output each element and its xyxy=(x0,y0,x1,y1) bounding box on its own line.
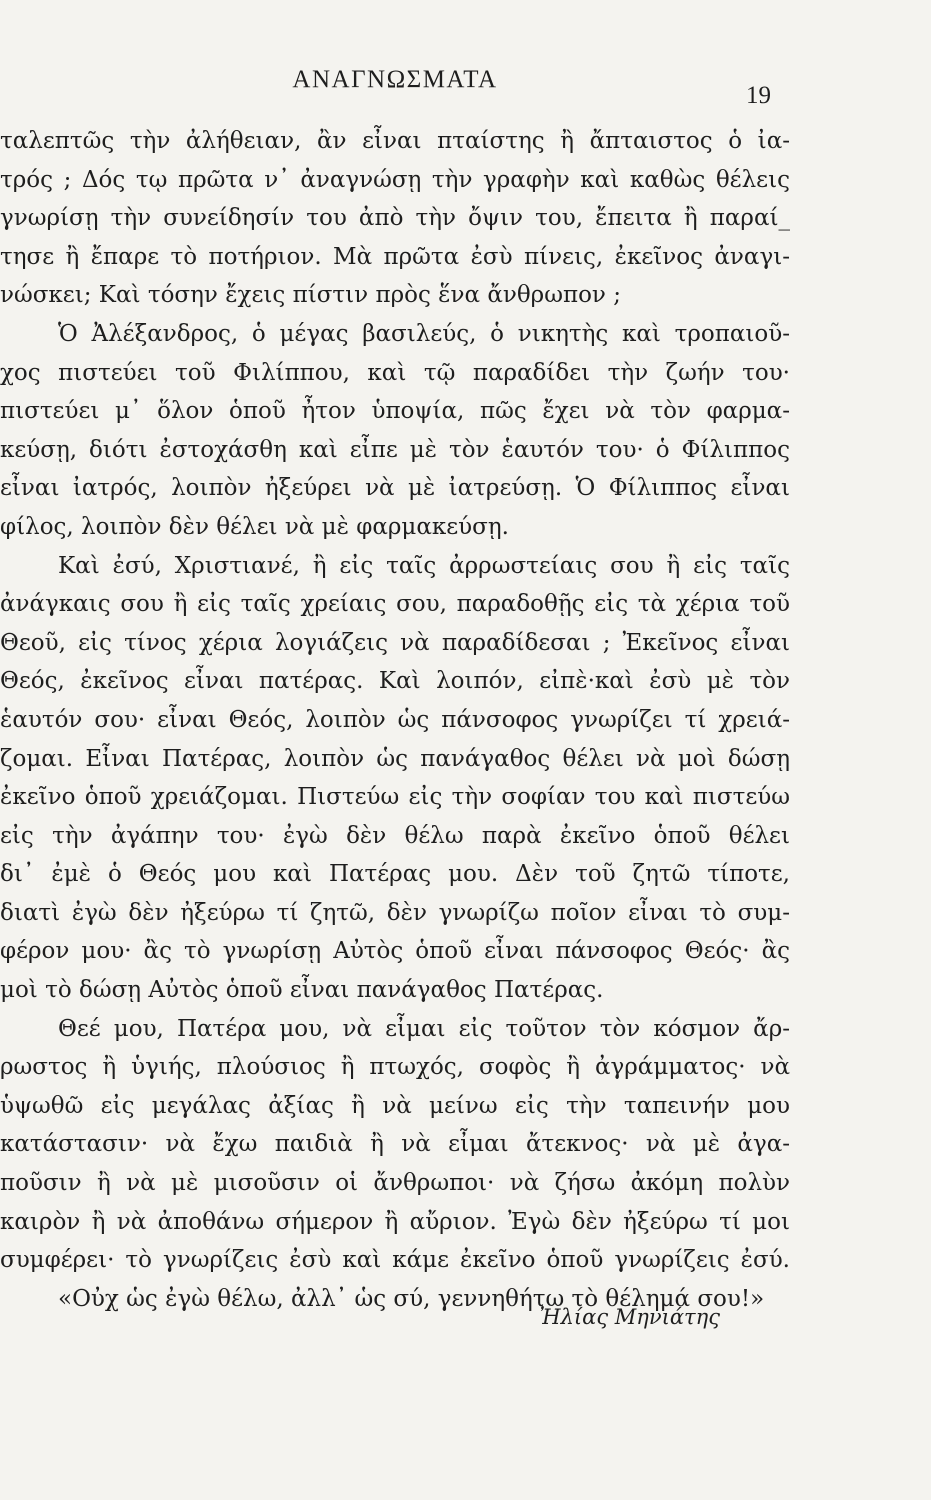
text-line: ζομαι. Εἶναι Πατέρας, λοιπὸν ὡς πανάγαθος θέλει νὰ μοὶ δώσῃ xyxy=(0,745,790,772)
text-line: νώσκει; Καὶ τόσην ἔχεις πίστιν πρὸς ἕνα ἄνθρωπον ; xyxy=(0,282,621,309)
body-text xyxy=(0,122,790,1318)
author-signature: Ἠλίας Μηνιάτης xyxy=(539,1305,720,1329)
text-line: ποῦσιν ἢ νὰ μὲ μισοῦσιν οἱ ἄνθρωποι· νὰ ζήσω ἀκόμη πολὺν xyxy=(0,1170,790,1197)
text-line: μοὶ τὸ δώσῃ Αὐτὸς ὁποῦ εἶναι πανάγαθος Πατέρας. xyxy=(0,977,604,1004)
text-line: Θεός, ἐκεῖνος εἶναι πατέρας. Καὶ λοιπόν, εἰπὲ·καὶ ἐσὺ μὲ τὸν xyxy=(0,668,790,695)
text-line: φέρον μου· ἂς τὸ γνωρίσῃ Αὐτὸς ὁποῦ εἶναι πάνσοφος Θεός· ἂς xyxy=(0,938,790,965)
paragraph-start-line: Ὁ Ἀλέξανδρος, ὁ μέγας βασιλεύς, ὁ νικητὴς καὶ τροπαιοῦ- xyxy=(58,320,790,347)
text-line: τρός ; Δός τῳ πρῶτα ν᾽ ἀναγνώσῃ τὴν γραφὴν καὶ καθὼς θέλεις xyxy=(0,166,790,193)
paragraph-start-line: Καὶ ἐσύ, Χριστιανέ, ἢ εἰς ταῖς ἀρρωστείαις σου ἢ εἰς ταῖς xyxy=(58,552,790,579)
page-number: 19 xyxy=(746,82,771,109)
text-line: ἐκεῖνο ὁποῦ χρειάζομαι. Πιστεύω εἰς τὴν σοφίαν του καὶ πιστεύω xyxy=(0,784,790,811)
text-line: χος πιστεύει τοῦ Φιλίππου, καὶ τῷ παραδίδει τὴν ζωήν του· xyxy=(0,359,790,386)
text-line: δι᾽ ἐμὲ ὁ Θεός μου καὶ Πατέρας μου. Δὲν τοῦ ζητῶ τίποτε, xyxy=(0,861,790,888)
text-line: Θεοῦ, εἰς τίνος χέρια λογιάζεις νὰ παραδίδεσαι ; Ἐκεῖνος εἶναι xyxy=(0,629,790,656)
text-line: διατὶ ἐγὼ δὲν ἠξεύρω τί ζητῶ, δὲν γνωρίζω ποῖον εἶναι τὸ συμ- xyxy=(0,899,790,926)
paragraph-start-line: Θεέ μου, Πατέρα μου, νὰ εἶμαι εἰς τοῦτον τὸν κόσμον ἄρ- xyxy=(58,1015,790,1042)
text-line: κεύσῃ, διότι ἐστοχάσθη καὶ εἶπε μὲ τὸν ἑαυτόν του· ὁ Φίλιππος xyxy=(0,436,790,463)
text-line: ὑψωθῶ εἰς μεγάλας ἀξίας ἢ νὰ μείνω εἰς τὴν ταπεινήν μου xyxy=(0,1092,790,1119)
text-line: κατάστασιν· νὰ ἔχω παιδιὰ ἢ νὰ εἶμαι ἄτεκνος· νὰ μὲ ἀγα- xyxy=(0,1131,790,1158)
text-line: ἑαυτόν σου· εἶναι Θεός, λοιπὸν ὡς πάνσοφος γνωρίζει τί χρειά- xyxy=(0,706,790,733)
text-line: εἶναι ἰατρός, λοιπὸν ἠξεύρει νὰ μὲ ἰατρεύσῃ. Ὁ Φίλιππος εἶναι xyxy=(0,475,790,502)
text-line: ἀνάγκαις σου ἢ εἰς ταῖς χρείαις σου, παραδοθῇς εἰς τὰ χέρια τοῦ xyxy=(0,591,790,618)
text-line: φίλος, λοιπὸν δὲν θέλει νὰ μὲ φαρμακεύσῃ. xyxy=(0,513,509,540)
page-header xyxy=(0,62,931,109)
text-line: τησε ἢ ἔπαρε τὸ ποτήριον. Μὰ πρῶτα ἐσὺ πίνεις, ἐκεῖνος ἀναγι- xyxy=(0,243,790,270)
text-line: ρωστος ἢ ὑγιής, πλούσιος ἢ πτωχός, σοφὸς ἢ ἀγράμματος· νὰ xyxy=(0,1054,790,1081)
text-line: γνωρίσῃ τὴν συνείδησίν του ἀπὸ τὴν ὄψιν του, ἔπειτα ἢ παραί_ xyxy=(0,205,790,232)
text-line: πιστεύει μ᾽ ὅλον ὁποῦ ἦτον ὑποψία, πῶς ἔχει νὰ τὸν φαρμα- xyxy=(0,398,790,425)
running-title: ΑΝΑΓΝΩΣΜΑΤΑ xyxy=(292,66,498,93)
quotation-line: «Οὐχ ὡς ἐγὼ θέλω, ἀλλ᾽ ὡς σύ, γεννηθήτω τὸ θέλημά σου!» xyxy=(58,1285,765,1312)
text-line: συμφέρει· τὸ γνωρίζεις ἐσὺ καὶ κάμε ἐκεῖνο ὁποῦ γνωρίζεις ἐσύ. xyxy=(0,1247,790,1274)
text-line: ταλεπτῶς τὴν ἀλήθειαν, ἂν εἶναι πταίστης ἢ ἄπταιστος ὁ ἰα- xyxy=(0,128,790,154)
text-line: καιρὸν ἢ νὰ ἀποθάνω σήμερον ἢ αὔριον. Ἐγὼ δὲν ἠξεύρω τί μοι xyxy=(0,1208,790,1235)
text-line: εἰς τὴν ἀγάπην του· ἐγὼ δὲν θέλω παρὰ ἐκεῖνο ὁποῦ θέλει xyxy=(0,822,790,849)
